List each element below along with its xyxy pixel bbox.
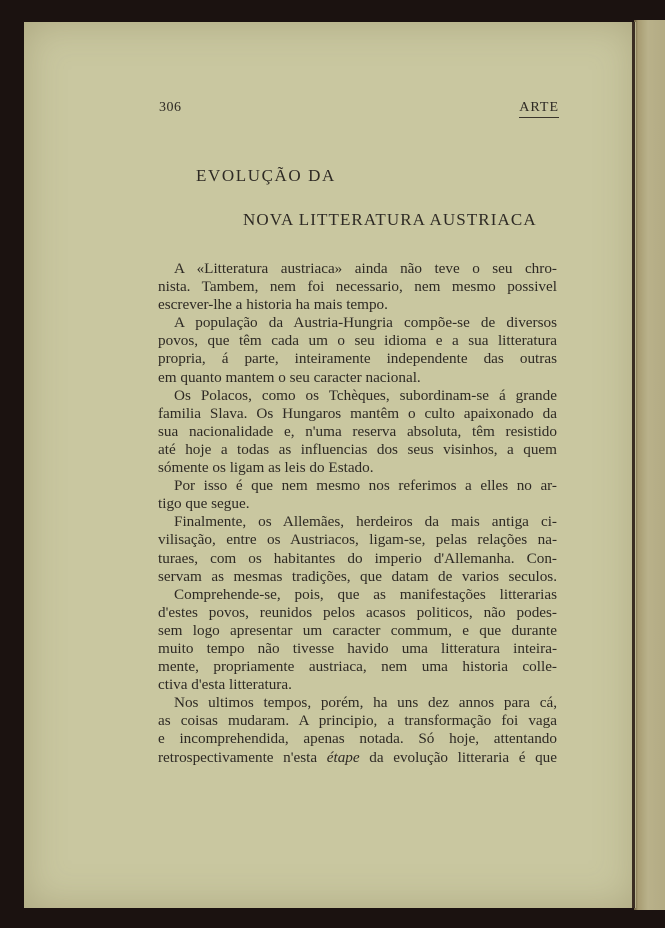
text-line: servam as mesmas tradições, que datam de varios seculos. xyxy=(158,567,557,585)
text-line: Os Polacos, como os Tchèques, subordinam-se á grande xyxy=(174,386,557,404)
italic-term: étape xyxy=(326,748,360,766)
page-gutter xyxy=(632,22,635,908)
text-line: turaes, com os habitantes do imperio d'Allemanha. Con- xyxy=(158,549,557,567)
text-line: mente, propriamente austriaca, nem uma historia colle- xyxy=(158,658,557,676)
section-name: ARTE xyxy=(519,100,559,118)
text-line: A «Litteratura austriaca» ainda não teve o seu chro- xyxy=(174,260,557,277)
page-number: 306 xyxy=(159,100,182,115)
text-line: povos, que têm cada um o seu idioma e a sua litteratura xyxy=(158,332,557,350)
text-line: familia Slava. Os Hungaros mantêm o culto apaixonado da xyxy=(158,404,557,422)
article-body xyxy=(158,260,557,767)
text-line: Finalmente, os Allemães, herdeiros da mais antiga ci- xyxy=(174,513,557,531)
text-line: escrever-lhe a historia ha mais tempo. xyxy=(158,296,388,314)
text-line: A população da Austria-Hungria compõe-se de diversos xyxy=(174,314,557,332)
running-head xyxy=(159,100,559,122)
text-line: e incomprehendida, apenas notada. Só hoje, attentando xyxy=(158,730,557,748)
text-line: sómente os ligam as leis do Estado. xyxy=(158,459,374,477)
article-title-line-1: EVOLUÇÃO DA xyxy=(196,166,336,185)
text-line: ctiva d'esta litteratura. xyxy=(158,676,292,694)
text-line: Comprehende-se, pois, que as manifestações litterarias xyxy=(174,585,557,603)
text-line: as coisas mudaram. A principio, a transformação foi vaga xyxy=(158,712,557,730)
text-line: vilisação, entre os Austriacos, ligam-se, pelas relações na- xyxy=(158,531,557,549)
text-line: sua nacionalidade e, n'uma reserva absoluta, têm resistido xyxy=(158,422,557,440)
text-run: retrospectivamente n'esta xyxy=(158,748,327,766)
text-line: tigo que segue. xyxy=(158,495,250,513)
text-line: d'estes povos, reunidos pelos acasos politicos, não podes- xyxy=(158,603,557,621)
text-run: da evolução litteraria é que xyxy=(359,748,557,766)
text-line: Nos ultimos tempos, porém, ha uns dez annos para cá, xyxy=(174,694,557,712)
text-line: até hoje a todas as influencias dos seus visinhos, a quem xyxy=(158,440,557,458)
text-line: muito tempo não tivesse havido uma litteratura inteira- xyxy=(158,639,557,657)
text-line: em quanto mantem o seu caracter nacional. xyxy=(158,368,421,386)
text-line: sem logo apresentar um caracter commum, e que durante xyxy=(158,621,557,639)
next-page-edge xyxy=(634,20,665,910)
text-line-with-italic xyxy=(158,749,557,767)
text-line: propria, á parte, inteiramente independente das outras xyxy=(158,350,557,368)
text-line: nista. Tambem, nem foi necessario, nem mesmo possivel xyxy=(158,278,557,296)
article-title-line-2: NOVA LITTERATURA AUSTRIACA xyxy=(243,210,537,229)
text-line: Por isso é que nem mesmo nos referimos a elles no ar- xyxy=(174,477,557,495)
